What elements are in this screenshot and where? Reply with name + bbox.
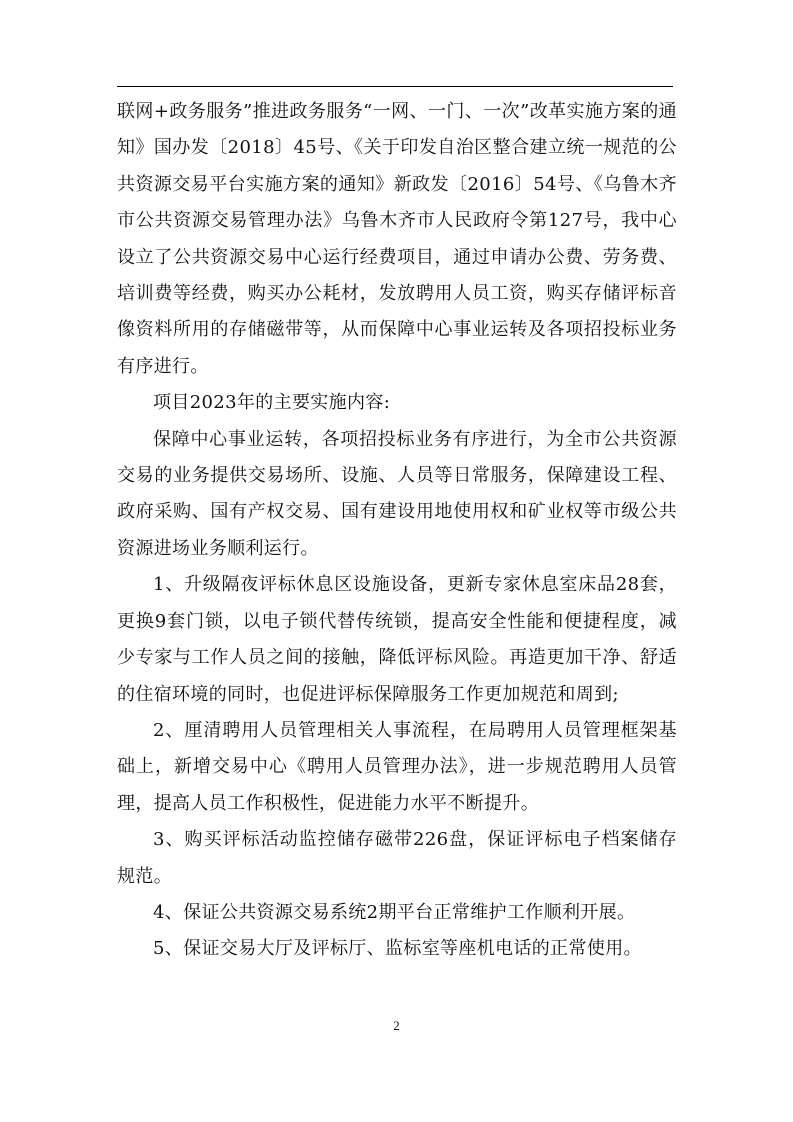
paragraph: 保障中心事业运转，各项招投标业务有序进行，为全市公共资源交易的业务提供交易场所、设施、人员等日常服务，保障建设工程、政府采购、国有产权交易、国有建设用地使用权和矿业权等市级公共资源进场业务顺利运行。 bbox=[117, 428, 677, 559]
page-number: 2 bbox=[393, 1018, 400, 1033]
body-text bbox=[117, 94, 677, 968]
paragraph-continuation: 联网+政务服务”推进政务服务“一网、一门、一次”改革实施方案的通知》国办发〔2018〕45号、《关于印发自治区整合建立统一规范的公共资源交易平台实施方案的通知》新政发〔2016〕54号、《乌鲁木齐市公共资源交易管理办法》乌鲁木齐市人民政府令第127号，我中心设立了公共资源交易中心运行经费项目，通过申请办公费、劳务费、培训费等经费，购买办公耗材，发放聘用人员工资，购买存储评标音像资料所用的存储磁带等，从而保障中心事业运转及各项招投标业务有序进行。 bbox=[117, 101, 678, 377]
list-item: 2、厘清聘用人员管理相关人事流程，在局聘用人员管理框架基础上，新增交易中心《聘用人员管理办法》，进一步规范聘用人员管理，提高人员工作积极性，促进能力水平不断提升。 bbox=[117, 719, 677, 814]
list-item: 3、购买评标活动监控储存磁带226盘，保证评标电子档案储存规范。 bbox=[117, 829, 677, 887]
list-item: 5、保证交易大厅及评标厅、监标室等座机电话的正常使用。 bbox=[153, 938, 642, 960]
header-rule bbox=[117, 86, 673, 87]
list-item: 1、升级隔夜评标休息区设施设备，更新专家休息室床品28套，更换9套门锁，以电子锁代替传统锁，提高安全性能和便捷程度，减少专家与工作人员之间的接触，降低评标风险。再造更加干净、舒适的住宿环境的同时，也促进评标保障服务工作更加规范和周到; bbox=[117, 574, 677, 705]
list-item: 4、保证公共资源交易系统2期平台正常维护工作顺利开展。 bbox=[153, 901, 636, 923]
paragraph-heading: 项目2023年的主要实施内容: bbox=[153, 392, 391, 414]
